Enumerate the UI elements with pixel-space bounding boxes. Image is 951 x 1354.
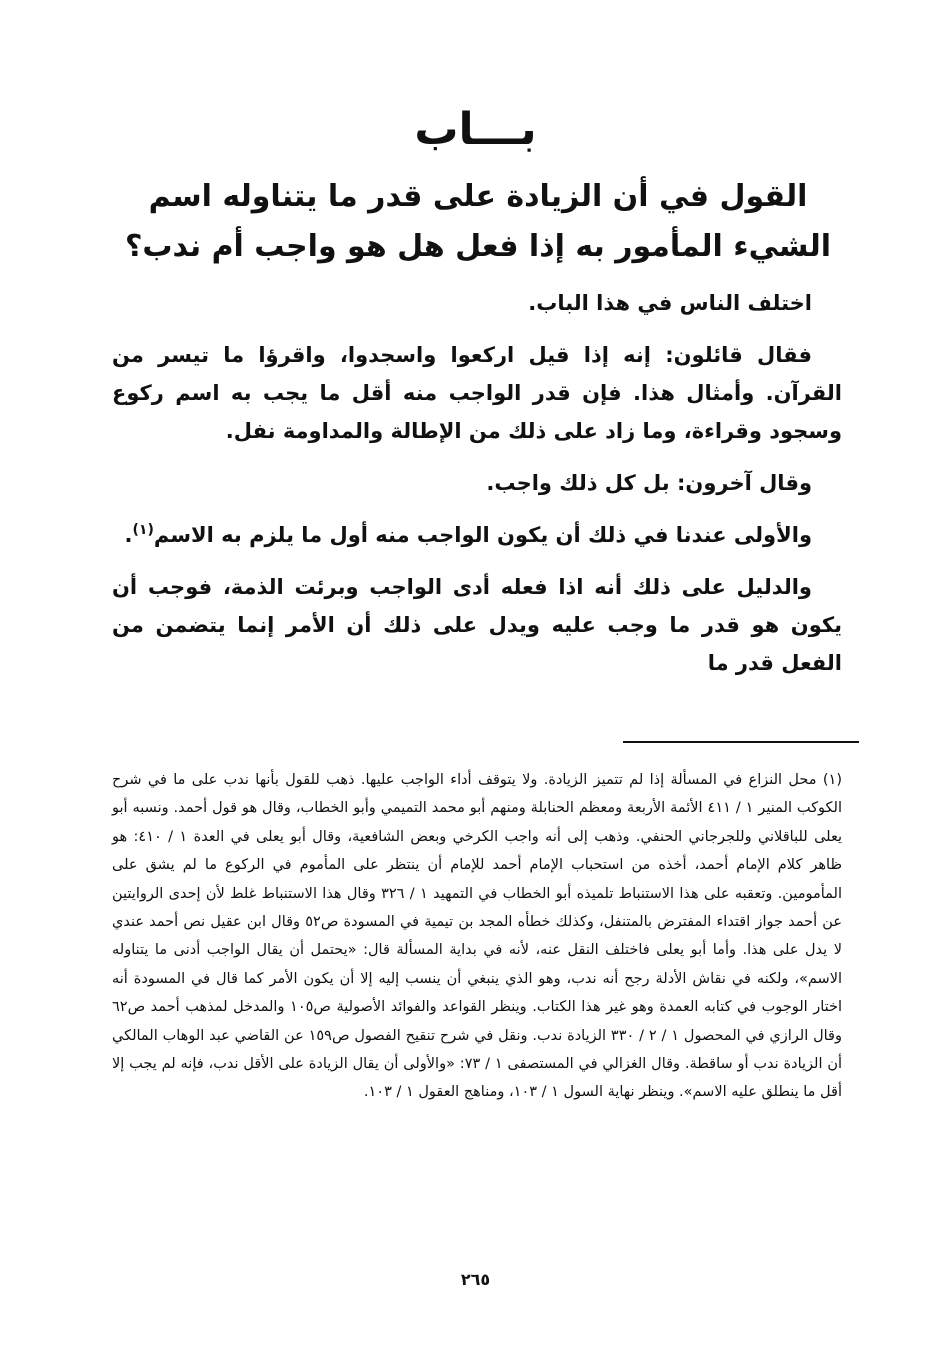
chapter-heading: بـــاب [414, 104, 537, 155]
paragraph-4-text: والأولى عندنا في ذلك أن يكون الواجب منه أول ما يلزم به الاسم [153, 523, 812, 547]
paragraph-5: والدليل على ذلك أنه اذا فعله أدى الواجب وبرئت الذمة، فوجب أن يكون هو قدر ما وجب عليه ويدل على ذلك أن الأمر إنما يتضمن من الفعل قدر ما [112, 575, 842, 675]
paragraph-2: فقال قائلون: إنه إذا قيل اركعوا واسجدوا، واقرؤا ما تيسر من القرآن. وأمثال هذا. فإن قدر الواجب منه أقل ما يجب به اسم ركوع وسجود وقراءة، وما زاد على ذلك من الإطالة والمداومة نفل. [112, 343, 842, 443]
paragraph-4-end: . [124, 523, 133, 547]
chapter-title: القول في أن الزيادة على قدر ما يتناوله اسم الشيء المأمور به إذا فعل هل هو واجب أم ندب؟ [124, 179, 832, 264]
footnote: (١) محل النزاع في المسألة إذا لم تتميز الزيادة. ولا يتوقف أداء الواجب عليها. ذهب للقول بأنها ندب على ما في شرح الكوكب المنير ١ / ٤١١ الأئمة الأربعة ومعظم الحنابلة ومنهم أبو محمد التميمي وأبو الخطاب، وقال هو قول أحمد. ونسبه أبو يعلى للباقلاني وللجرجاني الحنفي. وذهب إلى أنه واجب الكرخي وبعض الشافعية، وقال أبو يعلى في العدة ١ / ٤١٠: هو ظاهر كلام الإمام أحمد، أخذه من استحباب الإمام أحمد للإمام أن ينتظر على المأموم في الركوع ما لم يشق على المأمومين. وتعقبه على هذا الاستنباط تلميذه أبو الخطاب في التمهيد ١ / ٣٢٦ وقال هذا الاستنباط غلط لأن إحدى الروايتين عن أحمد جواز اقتداء المفترض بالمتنفل، وكذلك خطأه المجد بن تيمية في المسودة ص٥٢ وقال ابن عقيل نص أحمد عندي لا يدل على هذا. وأما أبو يعلى فاختلف النقل عنه، لأنه في بداية المسألة قال: «يحتمل أن يقال الواجب أدنى ما يتناوله الاسم»، ولكنه في نقاش الأدلة رجح أنه ندب، وهو الذي ينبغي أن ينسب إليه إلا أن يكون الأمر كما قال في المسودة أنه اختار الوجوب في كتابه العمدة وهو غير هذا الكتاب. وينظر القواعد والفوائد الأصولية ص١٠٥ والمدخل لمذهب أحمد ص٦٢ وقال الرازي في المحصول ١ / ٢ / ٣٣٠ الزيادة ندب. ونقل في شرح تنقيح الفصول ص١٥٩ عن القاضي عبد الوهاب المالكي أن الزيادة ندب أو ساقطة. وقال الغزالي في المستصفى ١ / ٧٣: «والأولى أن يقال الزيادة على الأقل ندب، فإنه لم يجب إلا أقل ما ينطلق عليه الاسم». وينظر نهاية السول ١ / ١٠٣، ومناهج العقول ١ / ١٠٣. [112, 772, 843, 1101]
footnote-divider [623, 741, 859, 743]
footnote-reference: (١) [132, 522, 154, 538]
main-text [112, 284, 842, 696]
paragraph-1: اختلف الناس في هذا الباب. [528, 291, 812, 315]
paragraph-4 [112, 516, 842, 554]
paragraph-3: وقال آخرون: بل كل ذلك واجب. [486, 471, 812, 495]
page-number: ٢٦٥ [460, 1270, 491, 1289]
